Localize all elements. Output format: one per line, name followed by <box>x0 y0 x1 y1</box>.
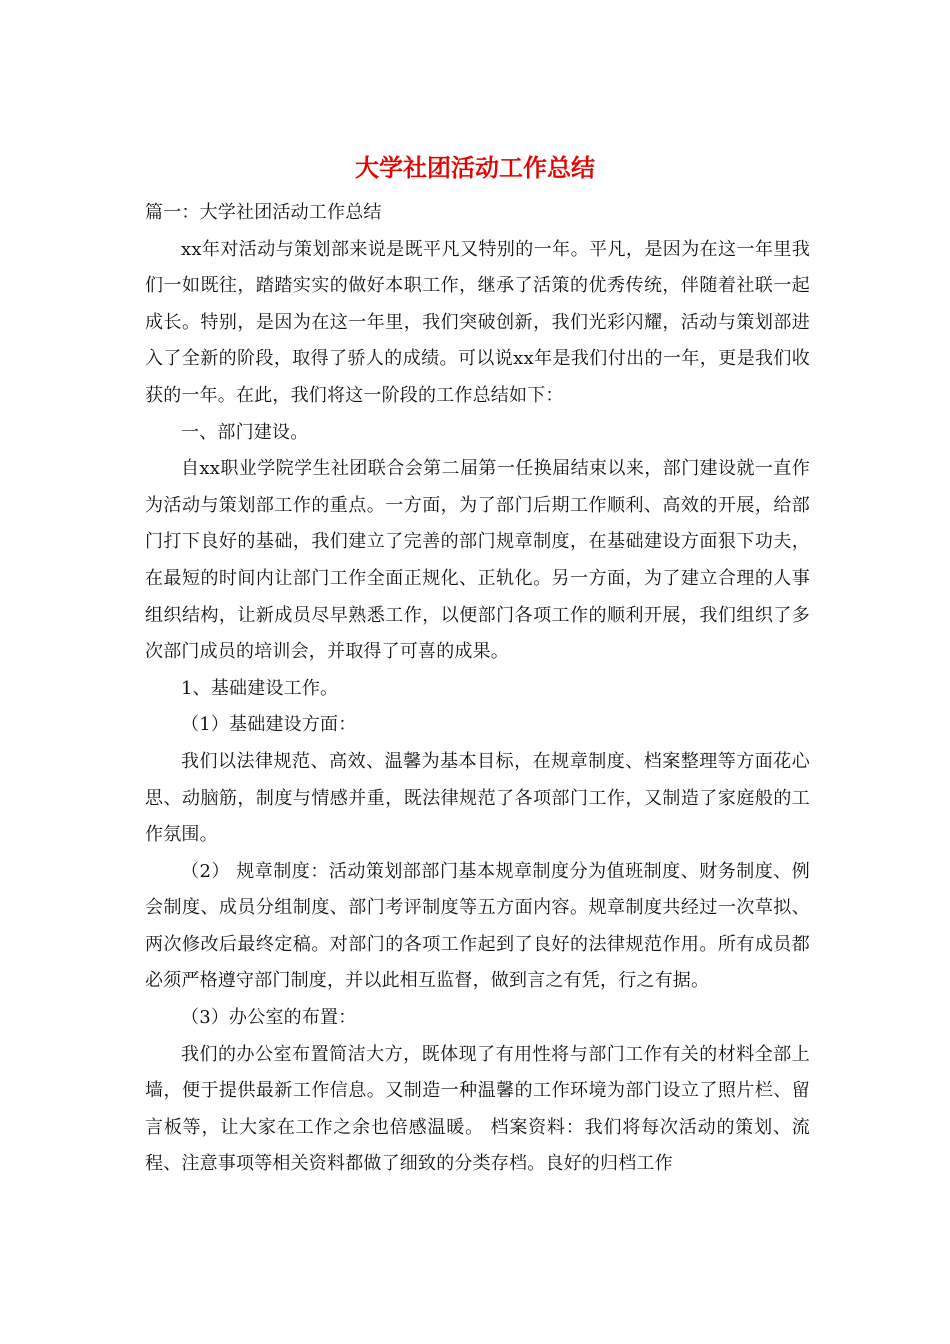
body-paragraph: 我们以法律规范、高效、温馨为基本目标，在规章制度、档案整理等方面花心思、动脑筋，制度与情感并重，既法律规范了各项部门工作，又制造了家庭般的工作氛围。 <box>145 750 810 846</box>
body-paragraph: （2） 规章制度：活动策划部部门基本规章制度分为值班制度、财务制度、例会制度、成员分组制度、部门考评制度等五方面内容。规章制度共经过一次草拟、两次修改后最终定稿。对部门的各项工作起到了良好的法律规范作用。所有成员都必须严格遵守部门制度，并以此相互监督，做到言之有凭，行之有据。 <box>145 860 810 992</box>
section-heading: 一、部门建设。 <box>181 421 309 443</box>
section-heading: 篇一：大学社团活动工作总结 <box>145 202 382 223</box>
body-paragraph: 自xx职业学院学生社团联合会第二届第一任换届结束以来，部门建设就一直作为活动与策划部工作的重点。一方面，为了部门后期工作顺利、高效的开展，给部门打下良好的基础，我们建立了完善的部门规章制度，在基础建设方面狠下功夫，在最短的时间内让部门工作全面正规化、正轨化。另一方面，为了建立合理的人事组织结构，让新成员尽早熟悉工作，以便部门各项工作的顺利开展，我们组织了多次部门成员的培训会，并取得了可喜的成果。 <box>145 458 810 663</box>
subsection-heading: 1、基础建设工作。 <box>181 677 339 699</box>
subsection-heading: （1）基础建设方面： <box>181 714 357 736</box>
body-paragraph: 我们的办公室布置简洁大方，既体现了有用性将与部门工作有关的材料全部上墙，便于提供最新工作信息。又制造一种温馨的工作环境为部门设立了照片栏、留言板等，让大家在工作之余也倍感温暖。 档案资料：我们将每次活动的策划、流程、注意事项等相关资料都做了细致的分类存档。良好的归档工作 <box>145 1043 810 1175</box>
document-title: 大学社团活动工作总结 <box>355 153 595 182</box>
subsection-heading: （3）办公室的布置： <box>181 1007 357 1029</box>
body-paragraph: xx年对活动与策划部来说是既平凡又特别的一年。平凡，是因为在这一年里我们一如既往，踏踏实实的做好本职工作，继承了活策的优秀传统，伴随着社联一起成长。特别，是因为在这一年里，我们突破创新，我们光彩闪耀，活动与策划部进入了全新的阶段，取得了骄人的成绩。可以说xx年是我们付出的一年，更是我们收获的一年。在此，我们将这一阶段的工作总结如下： <box>145 238 810 406</box>
document-body <box>145 195 810 1183</box>
